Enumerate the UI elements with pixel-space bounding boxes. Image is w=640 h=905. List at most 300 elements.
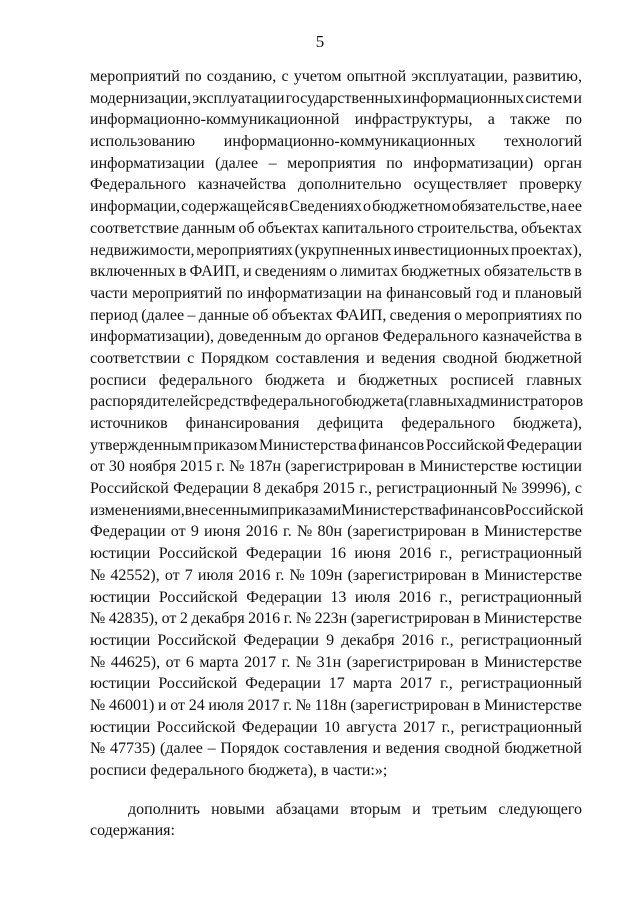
word: 17 [328, 675, 345, 693]
word: № [90, 653, 106, 671]
word: и [337, 371, 346, 389]
word: от [170, 696, 185, 714]
word: в [471, 566, 480, 584]
word: финансовый [386, 284, 472, 302]
word: бюджета [344, 393, 404, 411]
word: созданию, [206, 68, 277, 85]
word: Федерации [245, 675, 321, 693]
word: объектах [257, 219, 319, 237]
word: инфраструктуры, [354, 111, 473, 129]
text-line [90, 88, 582, 110]
word: содержащейся [181, 198, 280, 216]
word: юстиции [90, 545, 151, 563]
word: 2016 [398, 588, 431, 606]
word: июня [354, 545, 391, 563]
word: № [295, 610, 312, 628]
word: регистрационный [376, 480, 498, 498]
word: информатизации), [90, 328, 214, 346]
word: финансов [438, 501, 505, 519]
text-line [90, 153, 582, 175]
word: Российской [158, 588, 238, 606]
word: плановый [514, 284, 582, 302]
word: органов [325, 328, 379, 346]
word: государственных [285, 89, 402, 107]
word: источников [90, 415, 168, 432]
word: (далее [215, 154, 259, 172]
word: 118н [314, 696, 347, 714]
word: № [295, 696, 311, 714]
text-line [90, 218, 582, 240]
text-line [90, 326, 582, 348]
word: 223н [314, 610, 348, 628]
word: бюджетном [372, 198, 451, 216]
text-line [90, 109, 582, 131]
word: юстиции [90, 588, 151, 606]
word: Российской [158, 675, 238, 693]
word: приказами [269, 501, 342, 519]
word: росписи [90, 371, 147, 389]
word: и [366, 349, 375, 367]
word: в [574, 263, 582, 281]
word: г., [440, 675, 453, 693]
word: г. [282, 523, 292, 541]
word: в [471, 523, 479, 541]
word: г., [441, 718, 455, 736]
word: изменениями, [90, 501, 185, 519]
word: информации, [90, 198, 181, 216]
word: обязательстве, [451, 198, 551, 216]
word: доведенным [217, 328, 302, 346]
word: Министерстве [484, 653, 582, 671]
word: г. [281, 653, 291, 671]
word: соответствии [90, 349, 181, 367]
word: (зарегистрирован [285, 458, 404, 476]
text-line: содержания: [90, 822, 175, 840]
word: сводной [444, 740, 500, 758]
word: 2017 [244, 653, 277, 671]
word: № [296, 523, 313, 541]
word: № [229, 458, 245, 476]
word: строительства, [417, 219, 518, 237]
word: (зарегистрирован [350, 696, 470, 714]
word: информационно-коммуникационной [90, 111, 340, 129]
word: – [187, 306, 196, 324]
word: утвержденным [90, 436, 192, 454]
word: дополнить [128, 800, 200, 818]
word: регистрационный [460, 675, 582, 693]
word: 42835), [108, 610, 159, 628]
word: 2017 [400, 675, 432, 693]
word: в [408, 458, 416, 476]
word: мероприятий [132, 284, 222, 302]
word: о [329, 263, 338, 281]
word: год [475, 284, 498, 302]
word: ее [567, 198, 582, 216]
word: включенных [90, 263, 176, 281]
word: в [471, 653, 479, 671]
word: г. [216, 458, 226, 476]
word: мероприятиях [196, 241, 293, 259]
word: в [280, 198, 289, 216]
text-line [90, 196, 582, 218]
word: казначейства [197, 176, 287, 194]
word: бюджета [264, 371, 325, 389]
word: сводной [442, 349, 498, 367]
word: мероприятий [90, 68, 180, 85]
text-line [90, 717, 582, 739]
text-line [90, 348, 582, 370]
word: регистрационный [460, 545, 582, 563]
word: 9 [326, 631, 335, 649]
word: и [573, 89, 582, 107]
word: и [372, 740, 381, 758]
word: Федерации [246, 588, 322, 606]
word: период [90, 306, 138, 324]
word: Министерстве [419, 458, 518, 476]
word: 6 [185, 653, 194, 671]
word: Российской [90, 480, 169, 498]
text-line [90, 131, 582, 153]
word: юстиции [90, 675, 151, 693]
text-line [90, 500, 582, 522]
word: марта [352, 675, 392, 693]
word: декабря [265, 480, 319, 498]
word: Порядком [201, 349, 269, 367]
word: бюджетных [401, 263, 481, 281]
word: развитию, [512, 68, 582, 85]
word: от [161, 610, 177, 628]
word: по [226, 284, 243, 302]
text-line [90, 673, 582, 695]
word: (зарегистрирован [347, 523, 467, 541]
word: Российской [425, 436, 505, 454]
text-line: росписи федерального бюджета), в части:»; [90, 762, 388, 779]
word: – [268, 154, 277, 172]
word: данные [198, 306, 249, 324]
word: – [207, 740, 216, 758]
word: юстиции [90, 718, 151, 736]
text-line [90, 66, 582, 88]
word: федерального [158, 371, 253, 389]
word: 2016 [245, 523, 278, 541]
text-line [90, 695, 582, 717]
word: г., [440, 631, 454, 649]
word: (далее [160, 740, 203, 758]
word: 9 [190, 523, 199, 541]
word: систем [525, 89, 573, 107]
word: (зарегистрирован [347, 566, 467, 584]
word: Федерации [241, 718, 318, 736]
word: г. [275, 566, 285, 584]
word: также [510, 111, 551, 129]
word: в [473, 610, 481, 628]
word: мероприятия [287, 154, 376, 172]
word: № [90, 566, 106, 584]
word: (зарегистрирован [350, 610, 470, 628]
word: приказом [193, 436, 258, 454]
word: № [90, 740, 106, 758]
word: № [289, 566, 305, 584]
word: 2016 [238, 566, 271, 584]
word: от [170, 523, 186, 541]
word: 2017 [247, 696, 280, 714]
word: 2016 [401, 631, 434, 649]
word: проверку [519, 176, 582, 194]
word: федерального [250, 393, 345, 411]
text-line [90, 478, 582, 500]
word: 2015 [322, 480, 355, 498]
text-line [90, 391, 582, 413]
word: вторым [350, 800, 401, 818]
word: в [574, 328, 582, 346]
word: 8 [252, 480, 261, 498]
word: регистрационный [460, 718, 582, 736]
word: 46001) [108, 696, 155, 714]
text-line [90, 521, 582, 543]
text-line [90, 435, 582, 457]
word: 13 [330, 588, 347, 606]
text-line [90, 630, 582, 652]
text-line [90, 799, 582, 821]
word: финансирования [185, 415, 300, 432]
word: Федерального [382, 328, 479, 346]
word: средств [198, 393, 251, 411]
word: лимитах [340, 263, 398, 281]
word: информатизации [247, 284, 362, 302]
word: и [243, 263, 252, 281]
word: 16 [329, 545, 346, 563]
word: об [252, 306, 269, 324]
word: Министерстве [484, 523, 582, 541]
page-number: 5 [315, 32, 325, 51]
word: дефицита [317, 415, 384, 432]
word: регистрационный [460, 631, 582, 649]
word: о [454, 306, 463, 324]
word: 42552), [110, 566, 160, 584]
text-line [90, 565, 582, 587]
word: 7 [184, 566, 193, 584]
word: информатизации) [413, 154, 534, 172]
word: июля [208, 696, 244, 714]
word: июня [204, 523, 241, 541]
word: об [238, 219, 255, 237]
text-line [90, 587, 582, 609]
word: Федерального [90, 176, 187, 194]
text-line [90, 413, 582, 435]
word: росписей [450, 371, 514, 389]
word: новыми [211, 800, 265, 818]
word: августа [346, 718, 397, 736]
word: от [164, 566, 180, 584]
word: по [185, 68, 202, 85]
word: 2017 [403, 718, 436, 736]
word: регистрационный [460, 588, 582, 606]
word: (укрупненных [294, 241, 392, 259]
text-line [90, 370, 582, 392]
word: Федерации [90, 523, 166, 541]
word: Федерации [173, 480, 249, 498]
word: части [90, 284, 128, 302]
word: и [412, 800, 421, 818]
word: № [90, 610, 106, 628]
word: по [386, 154, 403, 172]
word: дополнительно [298, 176, 402, 194]
word: Российской [504, 501, 584, 519]
word: (главных [403, 393, 465, 411]
word: следующего [498, 800, 582, 818]
word: данным [182, 219, 236, 237]
word: с [574, 480, 582, 498]
word: эксплуатации, [411, 68, 508, 85]
word: учетом [293, 68, 342, 85]
word: и [501, 284, 511, 302]
word: проектах), [510, 241, 582, 259]
word: федерального [401, 415, 495, 432]
word: информационных [402, 89, 525, 107]
word: распорядителей [90, 393, 199, 411]
word: 44625), [110, 653, 161, 671]
word: Министерства [259, 436, 357, 454]
text-line [90, 738, 582, 760]
word: абзацами [275, 800, 339, 818]
text-line [90, 652, 582, 674]
word: Федерации [245, 545, 322, 563]
text-line [90, 456, 582, 478]
word: 109н [309, 566, 343, 584]
word: Федерации [243, 631, 319, 649]
text-line [90, 261, 582, 283]
word: объектах [271, 306, 333, 324]
word: марта [199, 653, 239, 671]
word: бюджетной [504, 349, 582, 367]
word: бюджетной [504, 740, 582, 758]
word: эксплуатации [192, 89, 285, 107]
word: 2 [179, 610, 188, 628]
word: юстиции [521, 458, 582, 476]
word: (зарегистрирован [346, 653, 466, 671]
word: ФАИП, [336, 306, 387, 324]
word: модернизации, [90, 89, 192, 107]
word: ведения [385, 740, 440, 758]
word: Федерации [506, 436, 582, 454]
word: Российской [157, 631, 237, 649]
word: 31н [316, 653, 342, 671]
word: объектах [521, 219, 582, 237]
word: и [157, 696, 167, 714]
word: от [165, 653, 181, 671]
word: по [565, 111, 582, 129]
word: Министерстве [484, 566, 582, 584]
word: 10 [323, 718, 340, 736]
word: № [90, 696, 106, 714]
word: технологий [504, 133, 582, 151]
word: составления [283, 740, 368, 758]
word: 24 [188, 696, 205, 714]
word: на [366, 284, 382, 302]
word: с [187, 349, 195, 367]
word: июля [197, 566, 234, 584]
word: мероприятиях [465, 306, 563, 324]
text-line [90, 174, 582, 196]
word: Российской [156, 718, 236, 736]
word: опытной [346, 68, 407, 85]
word: бюджета), [513, 415, 582, 432]
word: составления [275, 349, 360, 367]
text-line [90, 283, 582, 305]
word: казначейства [482, 328, 571, 346]
document-body [90, 66, 582, 842]
word: информатизации [90, 154, 205, 172]
word: 39996), [521, 480, 571, 498]
text-line [90, 240, 582, 262]
word: главных [526, 371, 582, 389]
word: а [487, 111, 495, 129]
word: от [90, 458, 105, 476]
word: 30 [108, 458, 125, 476]
word: г. [283, 610, 293, 628]
word: финансов [358, 436, 425, 454]
word: (далее [141, 306, 185, 324]
word: июля [354, 588, 391, 606]
word: обязательств [484, 263, 572, 281]
word: осуществляет [413, 176, 508, 194]
word: Российской [158, 545, 238, 563]
word: Министерства [341, 501, 439, 519]
word: декабря [191, 610, 245, 628]
word: 2016 [399, 545, 432, 563]
word: 2016 [248, 610, 281, 628]
word: использованию [90, 133, 196, 151]
word: Министерстве [484, 696, 582, 714]
word: 47735) [109, 740, 156, 758]
word: № [295, 653, 312, 671]
word: капитального [321, 219, 414, 237]
word: сведения [389, 306, 451, 324]
word: в [178, 263, 187, 281]
word: инвестиционных [393, 241, 510, 259]
word: бюджетных [358, 371, 438, 389]
word: Министерстве [484, 610, 582, 628]
word: по [565, 306, 582, 324]
text-line [90, 608, 582, 630]
word: орган [543, 154, 582, 172]
word: третьим [431, 800, 488, 818]
word: № [501, 480, 517, 498]
word: 2015 [180, 458, 213, 476]
word: г., [359, 480, 372, 498]
word: администраторов [464, 393, 584, 411]
word: декабря [341, 631, 395, 649]
word: о [363, 198, 372, 216]
word: недвижимости, [90, 241, 195, 259]
word: ведения [381, 349, 436, 367]
word: в [472, 696, 481, 714]
text-line [90, 543, 582, 565]
word: Сведениях [289, 198, 362, 216]
word: на [551, 198, 567, 216]
word: 80н [317, 523, 343, 541]
word: г., [439, 588, 453, 606]
word: соответствие [90, 219, 179, 237]
word: 187н [248, 458, 282, 476]
word: ноября [128, 458, 177, 476]
word: сведениям [254, 263, 327, 281]
word: г., [439, 545, 453, 563]
word: ФАИП, [189, 263, 240, 281]
word: Порядок [220, 740, 280, 758]
word: до [305, 328, 322, 346]
paragraph-gap [90, 782, 582, 799]
